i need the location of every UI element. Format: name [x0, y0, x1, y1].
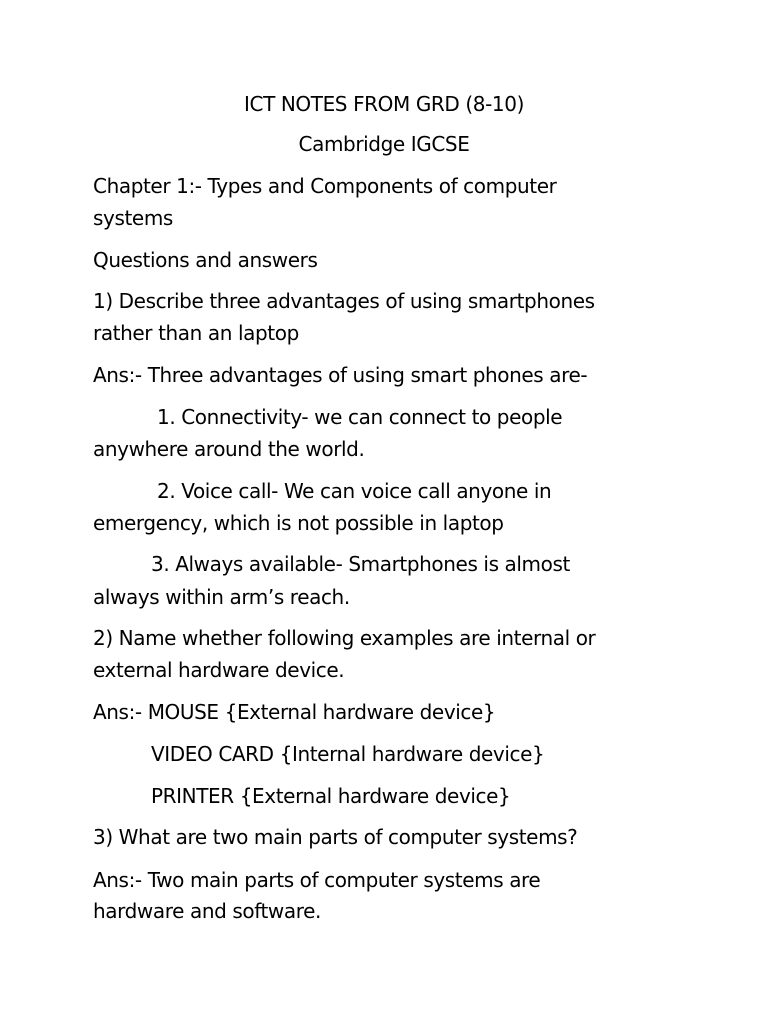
- answer-3-line-2: hardware and software.: [93, 899, 321, 923]
- answer-2-line-3: PRINTER {External hardware device}: [151, 784, 511, 808]
- document-title: ICT NOTES FROM GRD (8-10): [244, 92, 524, 116]
- answer-1-point-3-line-2: always within arm’s reach.: [93, 585, 350, 609]
- chapter-heading-line-1: Chapter 1:- Types and Components of computer: [93, 174, 557, 198]
- answer-1-point-2-line-2: emergency, which is not possible in laptop: [93, 511, 504, 535]
- question-1-line-2: rather than an laptop: [93, 321, 299, 345]
- answer-1-point-2-line-1: 2. Voice call- We can voice call anyone in: [157, 479, 552, 503]
- question-2-line-1: 2) Name whether following examples are internal or: [93, 626, 596, 650]
- answer-1-point-3-line-1: 3. Always available- Smartphones is almost: [151, 552, 570, 576]
- chapter-heading-line-2: systems: [93, 206, 173, 230]
- question-3: 3) What are two main parts of computer systems?: [93, 825, 578, 849]
- document-subtitle: Cambridge IGCSE: [298, 132, 470, 156]
- answer-2-line-2: VIDEO CARD {Internal hardware device}: [151, 742, 545, 766]
- question-1-line-1: 1) Describe three advantages of using smartphones: [93, 289, 595, 313]
- answer-2-line-1: Ans:- MOUSE {External hardware device}: [93, 700, 496, 724]
- answer-3-line-1: Ans:- Two main parts of computer systems are: [93, 868, 541, 892]
- answer-1-intro: Ans:- Three advantages of using smart phones are-: [93, 363, 588, 387]
- answer-1-point-1-line-2: anywhere around the world.: [93, 437, 365, 461]
- question-2-line-2: external hardware device.: [93, 658, 345, 682]
- answer-1-point-1-line-1: 1. Connectivity- we can connect to people: [157, 405, 563, 429]
- section-heading: Questions and answers: [93, 248, 318, 272]
